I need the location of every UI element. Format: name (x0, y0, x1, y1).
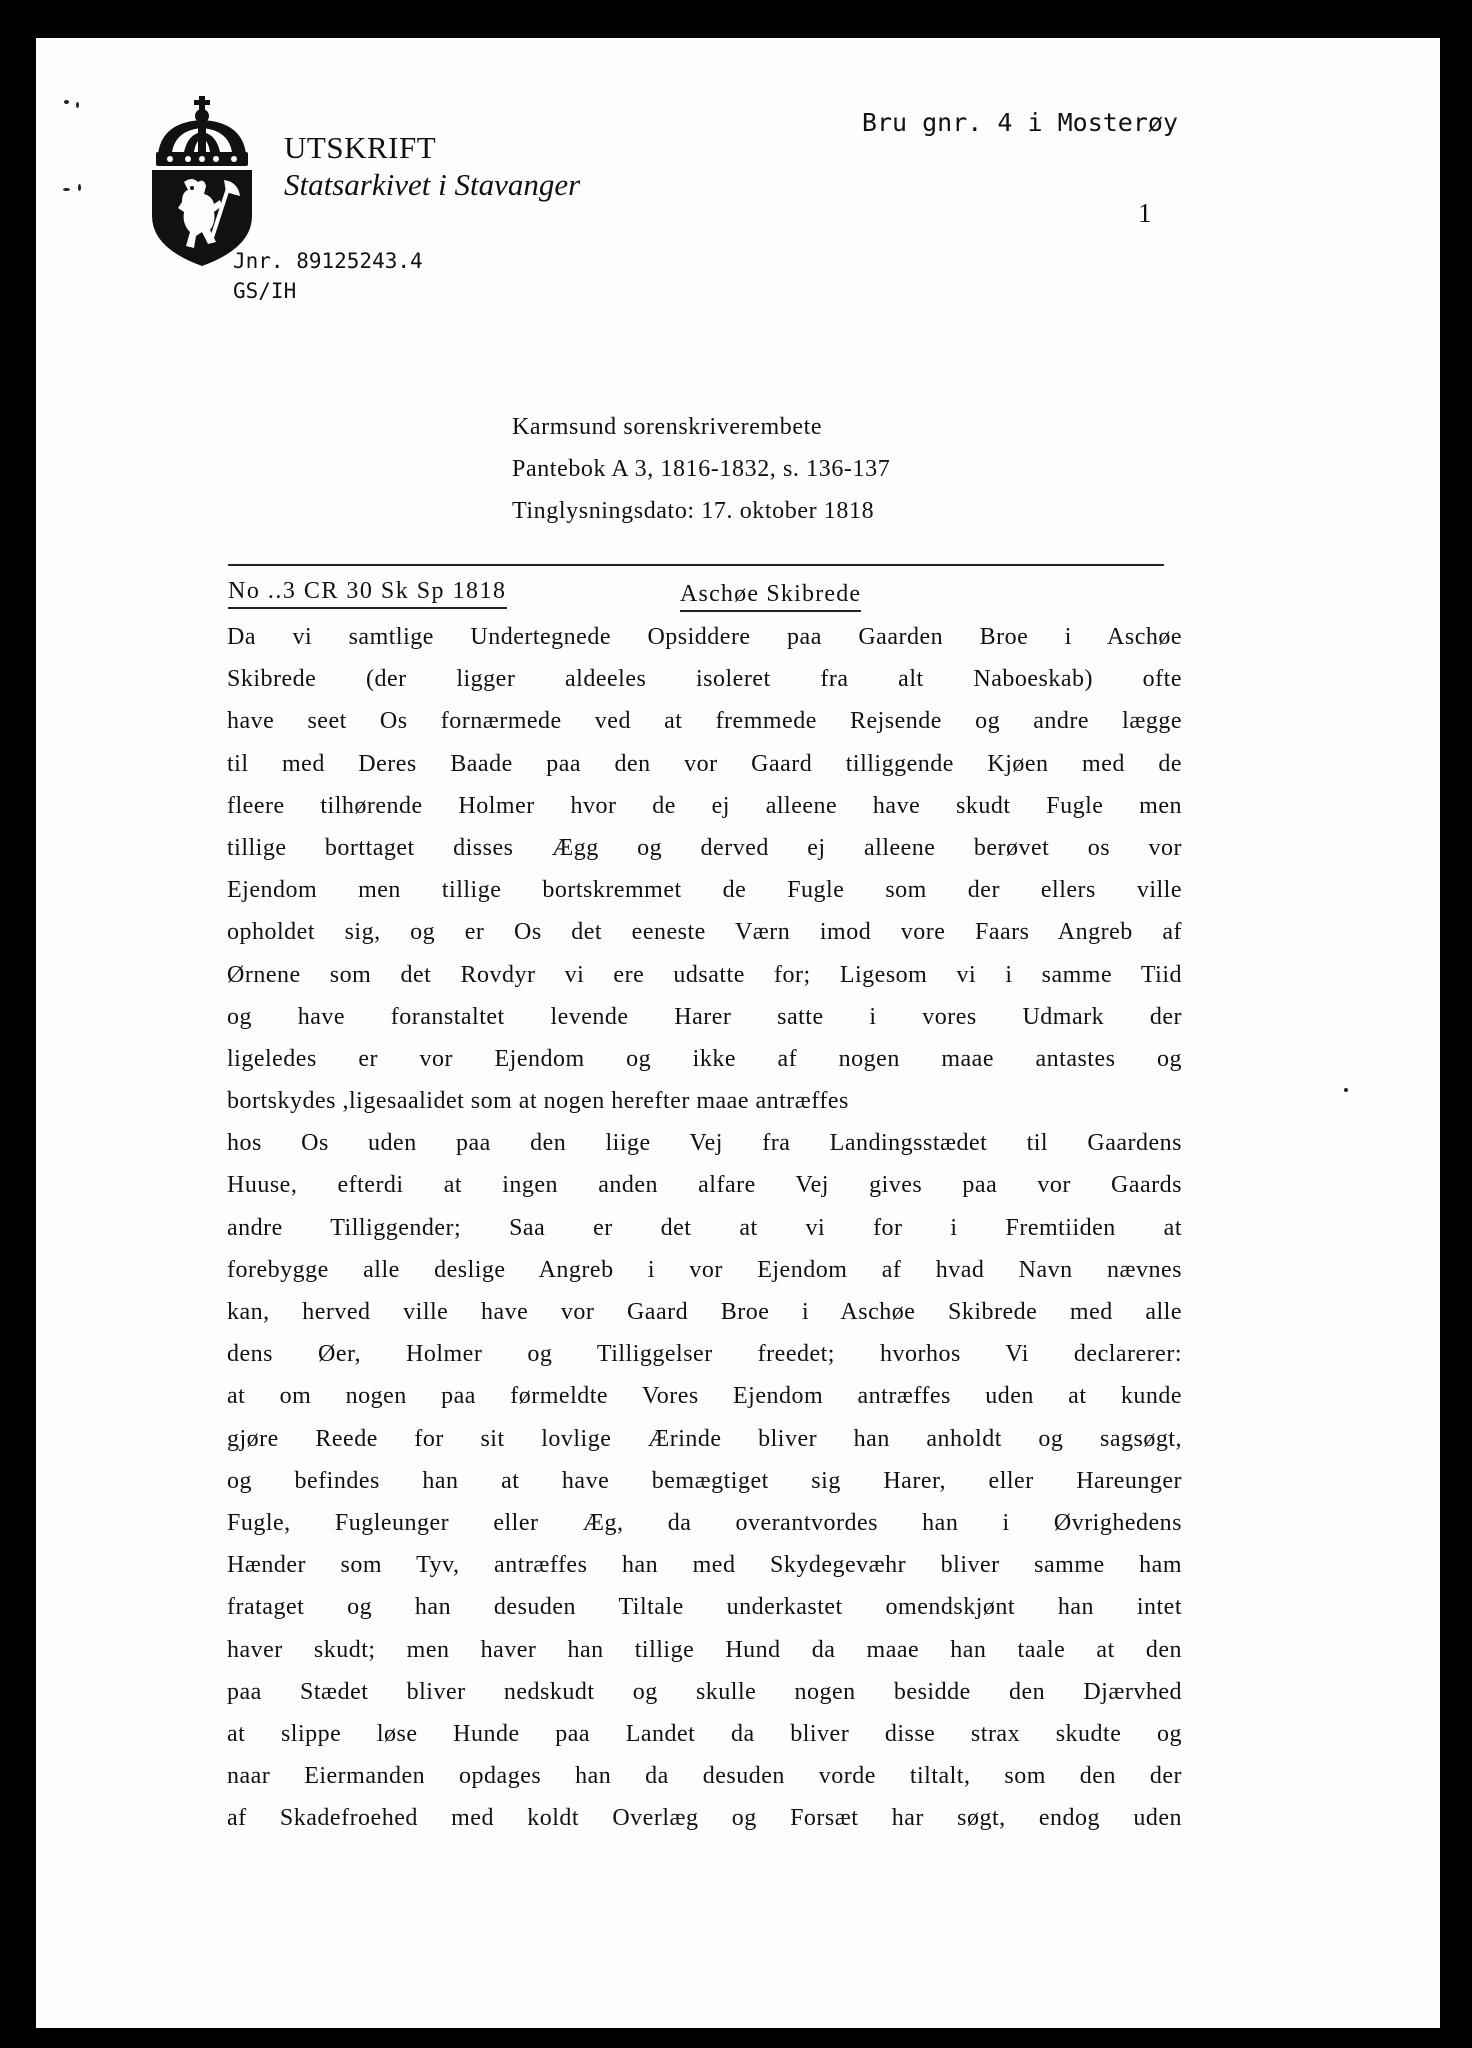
text-line: Ejendom men tillige bortskremmet de Fugle som der ellers ville (227, 877, 1182, 904)
book-reference: Pantebok A 3, 1816-1832, s. 136-137 (512, 456, 891, 482)
text-line: Ørnene som det Rovdyr vi ere udsatte for; Ligesom vi i samme Tiid (227, 961, 1182, 988)
text-line: naar Eiermanden opdages han da desuden vorde tiltalt, som den der (227, 1763, 1182, 1790)
text-line: til med Deres Baade paa den vor Gaard tilliggende Kjøen med de (227, 750, 1182, 777)
text-line: ligeledes er vor Ejendom og ikke af nogen maae antastes og (227, 1045, 1182, 1072)
text-line: Skibrede (der ligger aldeeles isoleret fra alt Naboeskab) ofte (227, 666, 1182, 693)
text-line: hos Os uden paa den liige Vej fra Landingsstædet til Gaardens (227, 1130, 1182, 1157)
text-line: tillige borttaget disses Ægg og derved ej alleene berøvet os vor (227, 834, 1182, 861)
text-line: haver skudt; men haver han tillige Hund da maae han taale at den (227, 1636, 1182, 1663)
page-number: 1 (1138, 198, 1152, 228)
horizontal-divider (228, 564, 1164, 566)
text-line: frataget og han desuden Tiltale underkastet omendskjønt han intet (227, 1594, 1182, 1621)
text-line: kan, herved ville have vor Gaard Broe i Aschøe Skibrede med alle (227, 1299, 1182, 1325)
text-line: at slippe løse Hunde paa Landet da bliver disse strax skudte og (227, 1720, 1182, 1747)
text-line: af Skadefroehed med koldt Overlæg og Forsæt har søgt, endog uden (227, 1805, 1182, 1832)
margin-speck (63, 188, 70, 191)
registration-date: Tinglysningsdato: 17. oktober 1818 (512, 498, 875, 524)
text-line: forebygge alle deslige Angreb i vor Ejendom af hvad Navn nævnes (227, 1256, 1182, 1283)
text-line: Da vi samtlige Undertegnede Opsiddere paa Gaarden Broe i Aschøe (227, 624, 1182, 650)
margin-speck (64, 100, 69, 104)
reference-block (233, 246, 423, 306)
source-metadata (512, 406, 890, 532)
text-line: Fugle, Fugleunger eller Æg, da overantvordes han i Øvrighedens (227, 1509, 1182, 1536)
archive-name: Karmsund sorenskriverembete (512, 414, 823, 440)
property-reference: Bru gnr. 4 i Mosterøy (861, 108, 1178, 137)
text-line: andre Tilliggender; Saa er det at vi for i Fremtiiden at (227, 1214, 1182, 1241)
entry-number: No ..3 CR 30 Sk Sp 1818 (228, 576, 507, 609)
transcription-body (227, 616, 1182, 1839)
text-line: og befindes han at have bemægtiget sig Harer, eller Hareunger (227, 1467, 1182, 1494)
text-line: Hænder som Tyv, antræffes han med Skydegevæhr bliver samme ham (227, 1552, 1182, 1579)
margin-speck (78, 184, 81, 191)
margin-speck (1344, 1088, 1348, 1092)
text-line: Huuse, efterdi at ingen anden alfare Vej gives paa vor Gaards (227, 1172, 1182, 1199)
text-line: fleere tilhørende Holmer hvor de ej alleene have skudt Fugle men (227, 792, 1182, 819)
journal-number: Jnr. 89125243.4 (233, 249, 423, 273)
text-line: bortskydes ,ligesaalidet som at nogen herefter maae antræffes (227, 1088, 849, 1115)
margin-speck (76, 102, 79, 108)
entry-district: Aschøe Skibrede (680, 579, 861, 612)
initials: GS/IH (233, 279, 297, 303)
text-line: at om nogen paa førmeldte Vores Ejendom antræffes uden at kunde (227, 1383, 1182, 1410)
text-line: opholdet sig, og er Os det eeneste Værn imod vore Faars Angreb af (227, 919, 1182, 946)
text-line: dens Øer, Holmer og Tilliggelser freedet; hvorhos Vi declarerer: (227, 1341, 1182, 1368)
text-line: paa Stædet bliver nedskudt og skulle nogen besidde den Djærvhed (227, 1678, 1182, 1705)
issuing-office (284, 131, 580, 203)
text-line: gjøre Reede for sit lovlige Ærinde bliver han anholdt og sagsøgt, (227, 1425, 1182, 1452)
office-title: UTSKRIFT (284, 130, 437, 165)
text-line: have seet Os fornærmede ved at fremmede Rejsende og andre lægge (227, 708, 1182, 735)
text-line: og have foranstaltet levende Harer satte i vores Udmark der (227, 1003, 1182, 1030)
office-name: Statsarkivet i Stavanger (284, 167, 581, 202)
norwegian-coat-of-arms-icon (148, 96, 256, 268)
document-page (36, 38, 1440, 2028)
